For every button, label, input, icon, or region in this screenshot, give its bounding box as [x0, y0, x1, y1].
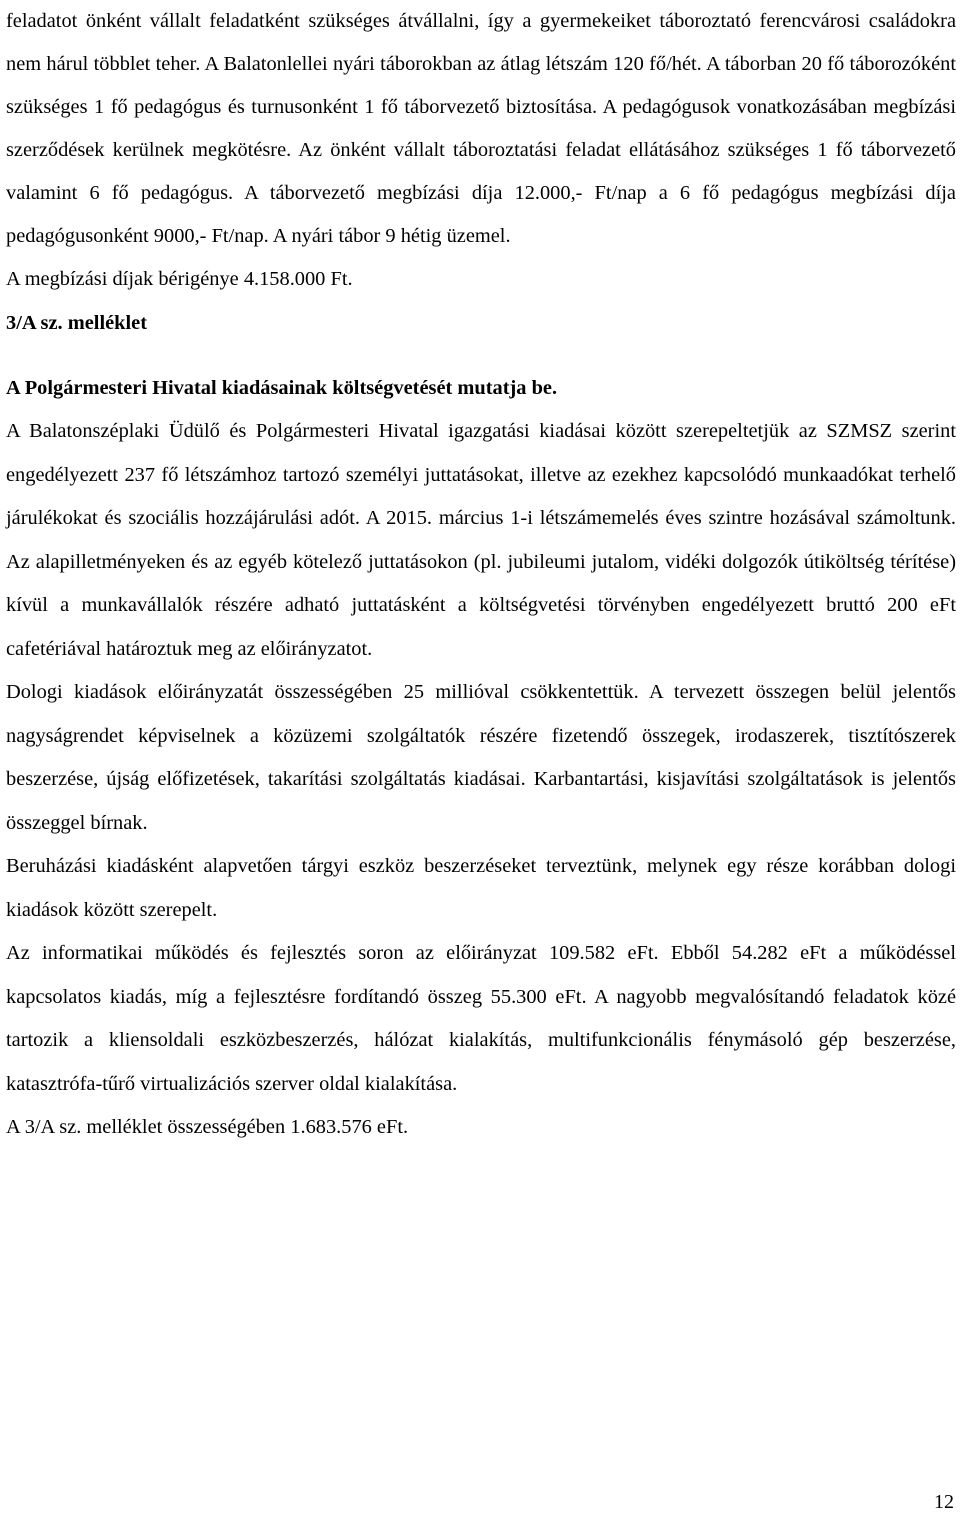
- document-page: [6, 0, 956, 1150]
- intro-paragraph: feladatot önként vállalt feladatként szükséges átvállalni, így a gyermekeiket táboroztató ferencvárosi családokra nem hárul többlet teher. A Balatonlellei nyári táborokban az átlag létszám 120 fő/hét. A táborban 20 fő táborozóként szükséges 1 fő pedagógus és turnusonként 1 fő táborvezető biztosítása. A pedagógusok vonatkozásában megbízási szerződések kerülnek megkötésre. Az önként vállalt táboroztatási feladat ellátásához szükséges 1 fő táborvezető valamint 6 fő pedagógus. A táborvezető megbízási díja 12.000,- Ft/nap a 6 fő pedagógus megbízási díja pedagógusonként 9000,- Ft/nap. A nyári tábor 9 hétig üzemel.: [6, 10, 956, 247]
- annex-heading: 3/A sz. melléklet: [6, 312, 148, 334]
- paragraph-investment: Beruházási kiadásként alapvetően tárgyi eszköz beszerzéseket terveztünk, melynek egy része korábban dologi kiadások között szerepelt.: [6, 855, 956, 921]
- section-heading: A Polgármesteri Hivatal kiadásainak költségvetését mutatja be.: [6, 376, 558, 399]
- paragraph-personnel: A Balatonszéplaki Üdülő és Polgármesteri Hivatal igazgatási kiadásai között szerepeltetjük az SZMSZ szerint engedélyezett 237 fő létszámhoz tartozó személyi juttatásokat, illetve az ezekhez kapcsolódó munkaadókat terhelő járulékokat és szociális hozzájárulási adót. A 2015. március 1-i létszámemelés éves szintre hozásával számoltunk. Az alapilletményeken és az egyéb kötelező juttatásokon (pl. jubileumi jutalom, vidéki dolgozók útiköltség térítése) kívül a munkavállalók részére adható juttatásként a költségvetési törvényben engedélyezett bruttó 200 eFt cafetériával határoztuk meg az előirányzatot.: [6, 420, 956, 660]
- fee-line: A megbízási díjak bérigénye 4.158.000 Ft.: [6, 268, 353, 290]
- paragraph-annex-total: A 3/A sz. melléklet összességében 1.683.576 eFt.: [6, 1116, 409, 1138]
- paragraph-material-expenses: Dologi kiadások előirányzatát összességében 25 millióval csökkentettük. A tervezett összegen belül jelentős nagyságrendet képviselnek a közüzemi szolgáltatók részére fizetendő összegek, irodaszerek, tisztítószerek beszerzése, újság előfizetések, takarítási szolgáltatás kiadásai. Karbantartási, kisjavítási szolgáltatások is jelentős összeggel bírnak.: [6, 681, 956, 834]
- page-number: 12: [934, 1491, 954, 1513]
- paragraph-it: Az informatikai működés és fejlesztés soron az előirányzat 109.582 eFt. Ebből 54.282 eFt a működéssel kapcsolatos kiadás, míg a fejlesztésre fordítandó összeg 55.300 eFt. A nagyobb megvalósítandó feladatok közé tartozik a kliensoldali eszközbeszerzés, hálózat kialakítás, multifunkcionális fénymásoló gép beszerzése, katasztrófa-tűrő virtualizációs szerver oldal kialakítása.: [6, 942, 956, 1095]
